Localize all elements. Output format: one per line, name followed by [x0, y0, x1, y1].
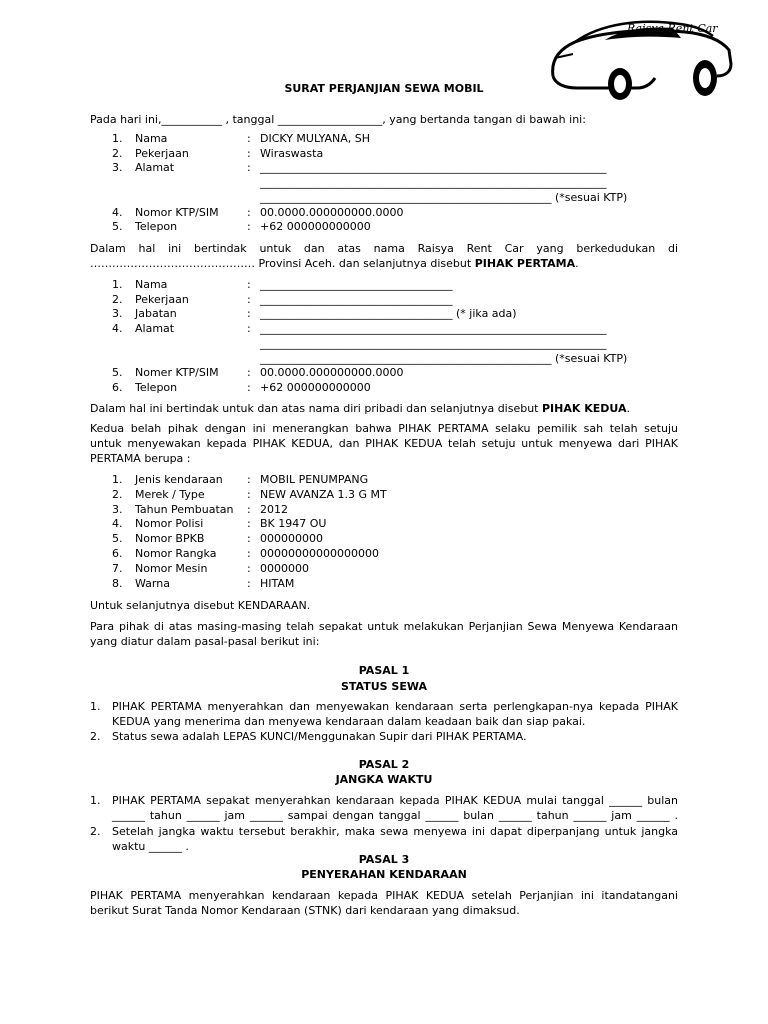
pasal2-item2-line1: Setelah jangka waktu tersebut berakhir, maka sewa menyewa ini dapat diperpanjang untuk jangka	[112, 825, 678, 838]
party1-row	[90, 220, 678, 234]
field-label: Pekerjaan	[135, 146, 189, 160]
pasal1-item2-num: 2.	[90, 730, 101, 743]
field-label: Nomor KTP/SIM	[135, 205, 219, 219]
item-number: 4.	[112, 205, 123, 219]
item-number: 4.	[112, 517, 123, 531]
pasal1-item2-line1: Status sewa adalah LEPAS KUNCI/Menggunakan Supir dari PIHAK PERTAMA.	[112, 730, 527, 743]
field-colon: :	[247, 322, 251, 336]
field-label: Nomer KTP/SIM	[135, 366, 219, 380]
party1-row	[90, 176, 678, 190]
field-label: Nama	[135, 278, 168, 291]
field-colon: :	[247, 473, 251, 486]
field-label: Telepon	[135, 380, 178, 394]
party1-row	[90, 132, 678, 146]
item-number: 2.	[112, 146, 123, 160]
field-colon: :	[247, 220, 251, 234]
agreement-line2: untuk menyewakan kepada PIHAK KEDUA, dan PIHAK KEDUA telah setuju untuk menyewa dari PIHAK	[90, 437, 678, 450]
item-number: 2.	[112, 487, 123, 501]
party1-row	[90, 191, 678, 205]
field-colon: :	[247, 532, 251, 546]
field-value: BK 1947 OU	[260, 517, 327, 531]
vehicle-row	[90, 562, 678, 576]
vehicle-row	[90, 473, 678, 487]
item-number: 6.	[112, 380, 123, 394]
item-number: 5.	[112, 366, 123, 380]
party1-statement-line1: Dalam hal ini bertindak untuk dan atas nama Raisya Rent Car yang berkedudukan di	[90, 242, 678, 255]
item-number: 1.	[112, 132, 123, 145]
field-value: _______________________________________________________________	[260, 176, 607, 190]
field-colon: :	[247, 561, 251, 575]
field-value: 00.0000.000000000.0000	[260, 205, 404, 219]
item-number: 3.	[112, 307, 123, 321]
field-label: Alamat	[135, 322, 175, 336]
item-number: 8.	[112, 576, 123, 590]
field-colon: :	[247, 307, 251, 321]
party1-row	[90, 161, 678, 175]
party1-row	[90, 206, 678, 220]
party1-row	[90, 147, 678, 161]
field-label: Warna	[135, 576, 170, 590]
field-label: Nama	[135, 132, 168, 145]
field-colon: :	[247, 278, 251, 291]
field-value: _____________________________________________________ (*sesuai KTP)	[260, 351, 628, 365]
pasal2-subheading: JANGKA WAKTU	[335, 773, 433, 786]
field-label: Telepon	[135, 220, 178, 234]
item-number: 7.	[112, 561, 123, 575]
vehicle-row	[90, 503, 678, 517]
field-value: 00.0000.000000000.0000	[260, 366, 404, 380]
field-colon: :	[247, 161, 251, 175]
vehicle-row	[90, 532, 678, 546]
agree-terms-line1: Para pihak di atas masing-masing telah sepakat untuk melakukan Perjanjian Sewa Menyewa Kendaraan	[90, 620, 678, 633]
field-colon: :	[247, 292, 251, 306]
item-number: 3.	[112, 502, 123, 516]
field-value: MOBIL PENUMPANG	[260, 473, 369, 486]
item-number: 5.	[112, 220, 123, 234]
vehicle-row	[90, 517, 678, 531]
field-colon: :	[247, 205, 251, 219]
party2-row	[90, 322, 678, 336]
party2-row	[90, 278, 678, 292]
item-number: 3.	[112, 161, 123, 175]
field-colon: :	[247, 132, 251, 145]
pasal3-heading: PASAL 3	[358, 853, 410, 866]
field-value: ___________________________________	[260, 278, 453, 291]
field-value: +62 000000000000	[260, 380, 371, 394]
item-number: 1.	[112, 278, 123, 291]
vehicle-statement: Untuk selanjutnya disebut KENDARAAN.	[90, 599, 311, 612]
pasal1-subheading: STATUS SEWA	[340, 680, 427, 693]
field-value: _______________________________________________________________	[260, 336, 607, 350]
pasal3-subheading: PENYERAHAN KENDARAAN	[301, 868, 467, 881]
item-number: 2.	[112, 292, 123, 306]
party2-row	[90, 366, 678, 380]
field-value: _____________________________________________________ (*sesuai KTP)	[260, 190, 628, 204]
pasal2-item1-line1: PIHAK PERTAMA sepakat menyerahkan kendaraan kepada PIHAK KEDUA mulai tanggal ______ bulan	[112, 794, 678, 807]
svg-text:Raisya Rent Car: Raisya Rent Car	[627, 22, 718, 35]
pasal3-line2: berikut Surat Tanda Nomor Kendaraan (STNK) dari kendaraan yang dimaksud.	[90, 904, 520, 917]
pasal1-item1-line2: KEDUA yang menerima dan menyewa kendaraan dalam keadaan baik dan siap pakai.	[112, 715, 586, 728]
field-label: Jenis kendaraan	[135, 473, 223, 486]
pasal3-line1: PIHAK PERTAMA menyerahkan kendaraan kepada PIHAK KEDUA setelah Perjanjian ini itandatangani	[90, 889, 678, 902]
field-label: Nomor BPKB	[135, 532, 205, 546]
agree-terms-line2: yang diatur dalam pasal-pasal berikut ini:	[90, 635, 320, 648]
pasal2-heading: PASAL 2	[358, 758, 410, 771]
pasal2-item2-line2: waktu ______ .	[112, 840, 189, 853]
pasal2-item1-line2: ______ tahun ______ jam ______ sampai dengan tanggal ______ bulan ______ tahun ______ jam ______ .	[112, 809, 678, 822]
party2-statement: Dalam hal ini bertindak untuk dan atas nama diri pribadi dan selanjutnya disebut PIHAK KEDUA.	[90, 402, 631, 415]
item-number: 1.	[112, 473, 123, 486]
field-value: 000000000	[260, 532, 323, 546]
field-value: 0000000	[260, 561, 309, 575]
field-label: Pekerjaan	[135, 292, 189, 306]
field-colon: :	[247, 380, 251, 394]
pasal2-item1-num: 1.	[90, 794, 101, 807]
field-colon: :	[247, 517, 251, 531]
field-colon: :	[247, 146, 251, 160]
field-value: ___________________________________ (* jika ada)	[260, 307, 517, 321]
field-value: 00000000000000000	[260, 547, 379, 560]
party1-statement-line2: ……………………………………… Provinsi Aceh. dan selanjutnya disebut PIHAK PERTAMA.	[90, 257, 579, 270]
field-label: Nomor Polisi	[135, 517, 204, 531]
field-label: Nomor Rangka	[135, 547, 217, 560]
field-value: HITAM	[260, 576, 295, 590]
vehicle-row	[90, 577, 678, 591]
field-value: 2012	[260, 502, 288, 516]
field-label: Alamat	[135, 161, 175, 175]
field-value: NEW AVANZA 1.3 G MT	[260, 487, 387, 501]
field-label: Nomor Mesin	[135, 561, 208, 575]
item-number: 5.	[112, 532, 123, 546]
field-value: Wiraswasta	[260, 146, 324, 160]
field-value: ___________________________________	[260, 292, 453, 306]
vehicle-row	[90, 547, 678, 561]
item-number: 4.	[112, 322, 123, 336]
party2-row	[90, 293, 678, 307]
agreement-line1: Kedua belah pihak dengan ini menerangkan bahwa PIHAK PERTAMA selaku pemilik sah telah setuju	[90, 422, 678, 435]
vehicle-row	[90, 488, 678, 502]
field-value: DICKY MULYANA, SH	[260, 132, 371, 145]
item-number: 6.	[112, 547, 123, 560]
party2-row	[90, 381, 678, 395]
field-colon: :	[247, 366, 251, 380]
field-value: _______________________________________________________________	[260, 161, 607, 175]
party2-row	[90, 307, 678, 321]
field-label: Tahun Pembuatan	[135, 502, 234, 516]
pasal2-item2-num: 2.	[90, 825, 101, 838]
pasal1-item1-line1: PIHAK PERTAMA menyerahkan dan menyewakan kendaraan serta perlengkapan-nya kepada PIHAK	[112, 700, 678, 713]
party2-row	[90, 352, 678, 366]
field-colon: :	[247, 576, 251, 590]
intro-line: Pada hari ini,___________ , tanggal ___________________, yang bertanda tangan di bawah ini:	[90, 113, 586, 126]
field-value: _______________________________________________________________	[260, 322, 607, 336]
field-colon: :	[247, 547, 251, 560]
field-value: +62 000000000000	[260, 220, 371, 234]
party2-row	[90, 337, 678, 351]
field-colon: :	[247, 487, 251, 501]
document-title: SURAT PERJANJIAN SEWA MOBIL	[284, 82, 484, 95]
field-label: Jabatan	[135, 307, 177, 321]
field-label: Merek / Type	[135, 487, 205, 501]
pasal1-heading: PASAL 1	[358, 664, 410, 677]
agreement-line3: PERTAMA berupa :	[90, 452, 191, 465]
field-colon: :	[247, 502, 251, 516]
pasal1-item1-num: 1.	[90, 700, 101, 713]
